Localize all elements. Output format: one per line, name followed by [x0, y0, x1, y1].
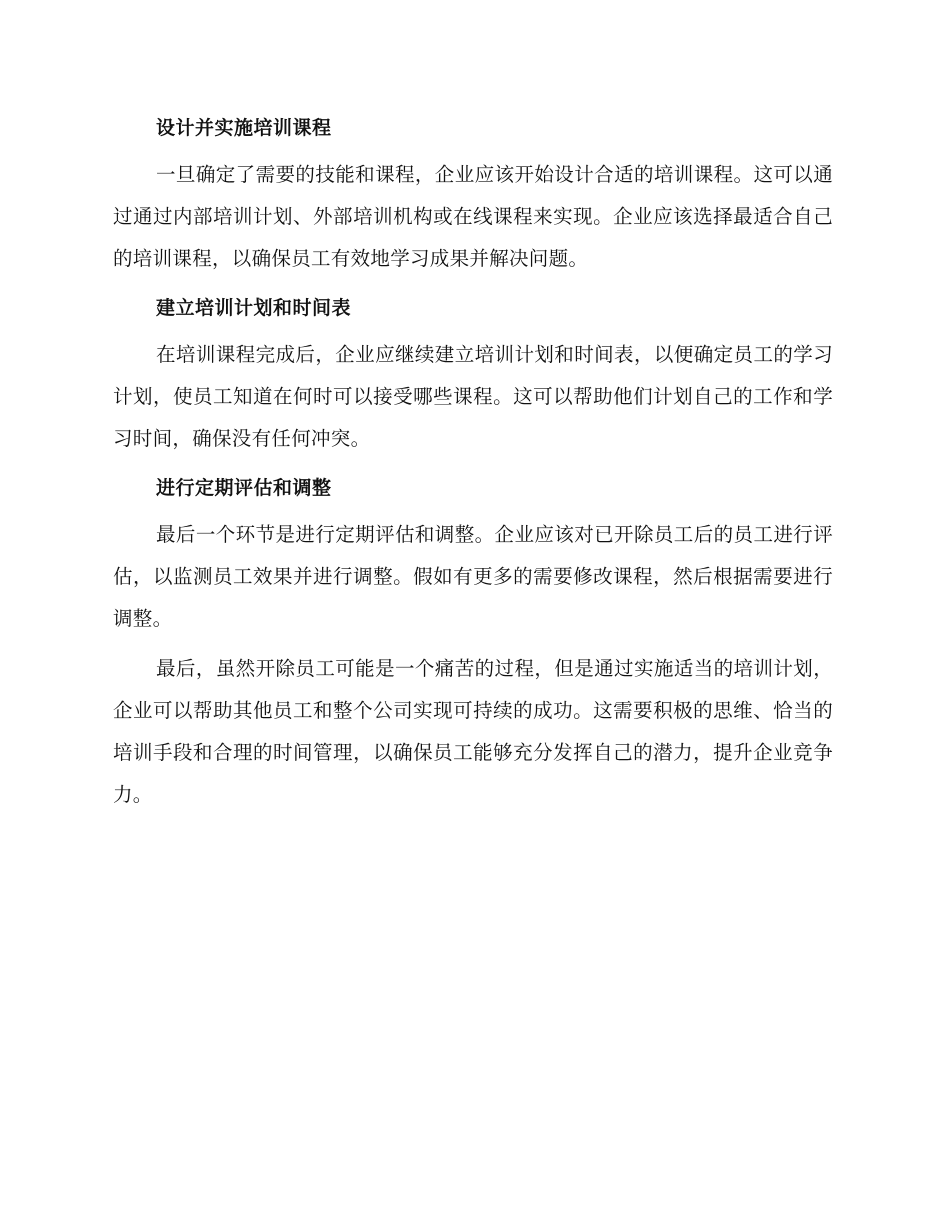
section-heading: 设计并实施培训课程 [156, 117, 332, 139]
paragraph: 最后一个环节是进行定期评估和调整。企业应该对已开除员工后的员工进行评估，以监测员工效果并进行调整。假如有更多的需要修改课程，然后根据需要进行调整。 [113, 523, 833, 630]
section-heading: 进行定期评估和调整 [156, 477, 332, 499]
paragraph: 最后，虽然开除员工可能是一个痛苦的过程，但是通过实施适当的培训计划，企业可以帮助其他员工和整个公司实现可持续的成功。这需要积极的思维、恰当的培训手段和合理的时间管理，以确保员工能够充分发挥自己的潜力，提升企业竞争力。 [113, 657, 833, 806]
paragraph: 一旦确定了需要的技能和课程，企业应该开始设计合适的培训课程。这可以通过通过内部培训计划、外部培训机构或在线课程来实现。企业应该选择最适合自己的培训课程，以确保员工有效地学习成果并解决问题。 [113, 163, 833, 270]
section-heading: 建立培训计划和时间表 [156, 297, 352, 319]
document-body [113, 108, 833, 824]
paragraph: 在培训课程完成后，企业应继续建立培训计划和时间表，以便确定员工的学习计划，使员工知道在何时可以接受哪些课程。这可以帮助他们计划自己的工作和学习时间，确保没有任何冲突。 [113, 343, 833, 450]
